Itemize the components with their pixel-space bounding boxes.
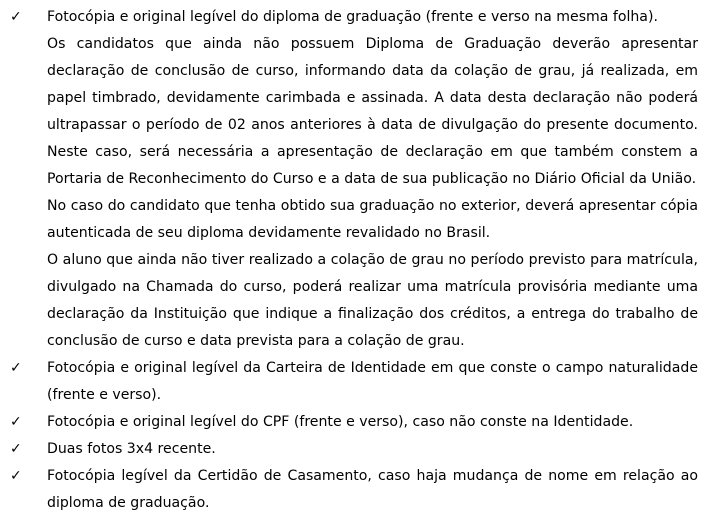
list-item-photos	[0, 436, 724, 463]
declaration-paragraph: Os candidatos que ainda não possuem Diploma de Graduação deverão apresentar declaração de conclusão de curso, informando data da colação de grau, já realizada, em papel timbrado, devidamente carimbada e assinada. A data desta declaração não poderá ultrapassar o período de 02 anos anteriores à data de divulgação do presente documento. Neste caso, será necessária a apresentação de declaração em que também constem a Portaria de Reconhecimento do Curso e a data de sua publicação no Diário Oficial da União.	[47, 36, 698, 187]
document-body	[0, 4, 724, 517]
foreign-graduation-paragraph: No caso do candidato que tenha obtido sua graduação no exterior, deverá apresentar cópia autenticada de seu diploma devidamente revalidado no Brasil.	[47, 198, 698, 241]
identity-card-requirement: Fotocópia e original legível da Carteira de Identidade em que conste o campo naturalidade (frente e verso).	[47, 360, 698, 403]
photos-requirement: Duas fotos 3x4 recente.	[47, 441, 216, 457]
diploma-requirement: Fotocópia e original legível do diploma de graduação (frente e verso na mesma folha).	[47, 9, 658, 25]
checkmark-icon: ✓	[10, 414, 22, 430]
marriage-certificate-requirement: Fotocópia legível da Certidão de Casamento, caso haja mudança de nome em relação ao diploma de graduação.	[47, 468, 698, 511]
checkmark-icon: ✓	[10, 9, 22, 25]
checkmark-icon: ✓	[10, 468, 22, 484]
checkmark-icon: ✓	[10, 360, 22, 376]
checkmark-icon: ✓	[10, 441, 22, 457]
list-item-cpf	[0, 409, 724, 436]
list-item-identity-card	[0, 355, 724, 409]
provisional-enrollment-paragraph: O aluno que ainda não tiver realizado a colação de grau no período previsto para matrícula, divulgado na Chamada do curso, poderá realizar uma matrícula provisória mediante uma declaração da Instituição que indique a finalização dos créditos, a entrega do trabalho de conclusão de curso e data prevista para a colação de grau.	[47, 252, 698, 349]
list-item-marriage-certificate	[0, 463, 724, 517]
list-item-diploma	[0, 4, 724, 355]
cpf-requirement: Fotocópia e original legível do CPF (frente e verso), caso não conste na Identidade.	[47, 414, 634, 430]
